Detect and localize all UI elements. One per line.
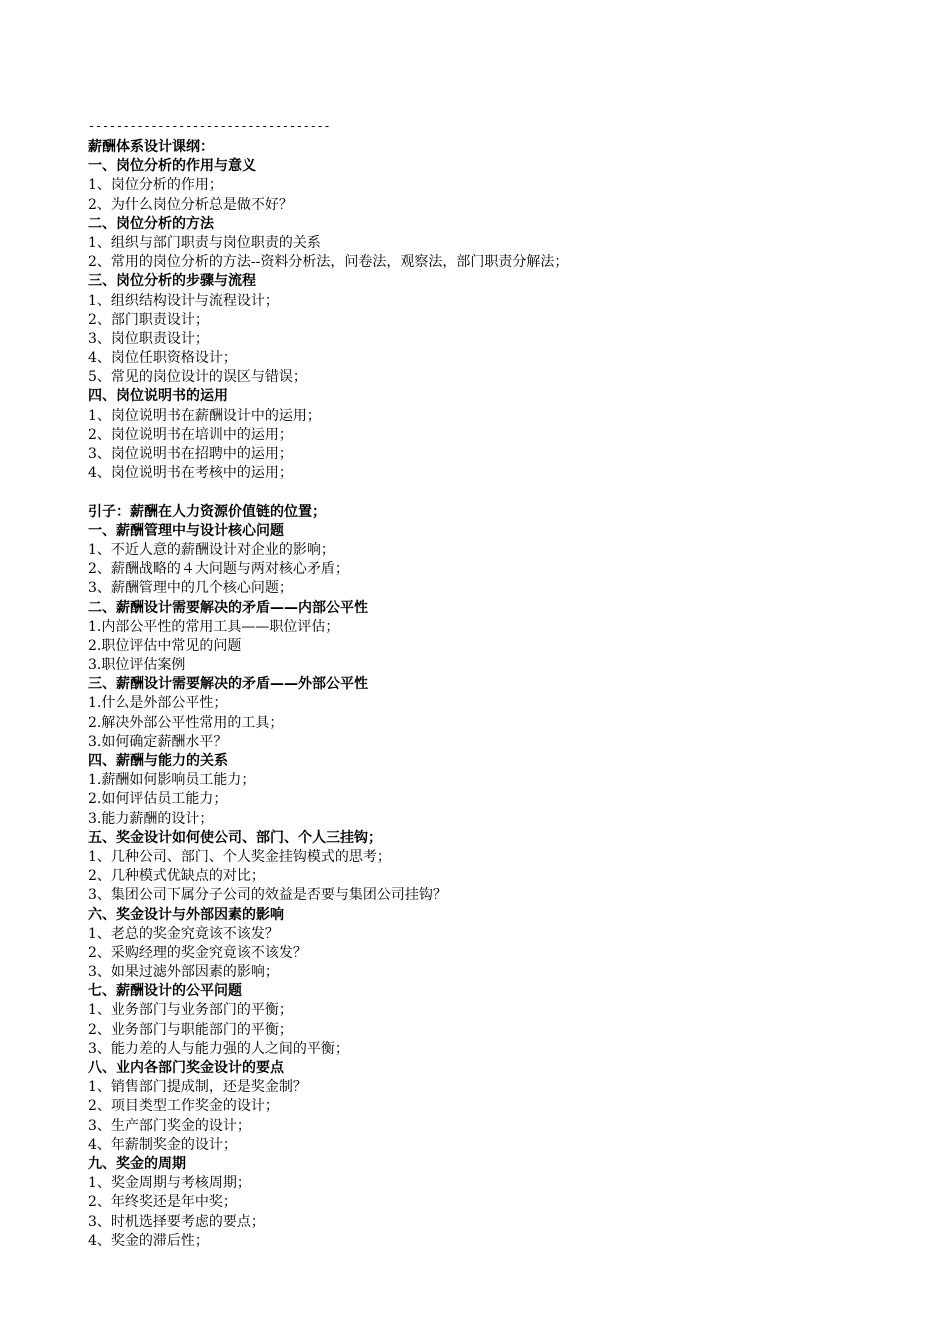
section-heading: 六、奖金设计与外部因素的影响 xyxy=(88,906,284,923)
list-item: 4、年薪制奖金的设计； xyxy=(88,1136,237,1153)
section-heading: 九、奖金的周期 xyxy=(88,1155,186,1172)
section-heading: 七、薪酬设计的公平问题 xyxy=(88,983,242,1000)
list-item: 2、常用的岗位分析的方法--资料分析法，问卷法，观察法，部门职责分解法； xyxy=(88,254,569,271)
section-heading: 五、奖金设计如何使公司、部门、个人三挂钩； xyxy=(88,829,382,846)
list-item: 3、岗位说明书在招聘中的运用； xyxy=(88,446,293,462)
list-item: 4、奖金的滞后性； xyxy=(88,1232,209,1249)
list-item: 3、如果过滤外部因素的影响； xyxy=(88,964,279,981)
list-item: 1、奖金周期与考核周期； xyxy=(88,1175,251,1192)
blank-line xyxy=(88,483,888,502)
list-item: 3.如何确定薪酬水平？ xyxy=(88,733,228,750)
list-item: 3、薪酬管理中的几个核心问题； xyxy=(88,580,293,597)
list-item: 1、不近人意的薪酬设计对企业的影响； xyxy=(88,541,335,558)
list-item: 1、几种公司、部门、个人奖金挂钩模式的思考； xyxy=(88,848,391,865)
separator-rule: ----------------------------------- xyxy=(88,120,331,133)
section-heading: 二、薪酬设计需要解决的矛盾——内部公平性 xyxy=(88,599,368,616)
list-item: 2、业务部门与职能部门的平衡； xyxy=(88,1021,293,1038)
list-item: 2、年终奖还是年中奖； xyxy=(88,1194,237,1211)
list-item: 1、岗位分析的作用； xyxy=(88,177,223,194)
part2-sections xyxy=(88,522,888,1251)
list-item: 2、岗位说明书在培训中的运用； xyxy=(88,426,293,443)
section-heading: 四、岗位说明书的运用 xyxy=(88,388,228,405)
part1-sections xyxy=(88,157,888,483)
list-item: 2.如何评估员工能力； xyxy=(88,791,228,808)
list-item: 4、岗位说明书在考核中的运用； xyxy=(88,465,293,482)
list-item: 1、销售部门提成制，还是奖金制？ xyxy=(88,1079,307,1096)
section-heading: 八、业内各部门奖金设计的要点 xyxy=(88,1060,284,1076)
list-item: 4、岗位任职资格设计； xyxy=(88,350,237,367)
section-heading: 一、薪酬管理中与设计核心问题 xyxy=(88,522,284,539)
course-outline-title: 薪酬体系设计课纲： xyxy=(88,139,214,155)
list-item: 2.职位评估中常见的问题 xyxy=(88,637,242,654)
section-heading: 二、岗位分析的方法 xyxy=(88,215,214,232)
list-item: 3、时机选择要考虑的要点； xyxy=(88,1213,265,1230)
list-item: 3、能力差的人与能力强的人之间的平衡； xyxy=(88,1040,349,1057)
list-item: 3、生产部门奖金的设计； xyxy=(88,1117,251,1134)
list-item: 2、部门职责设计； xyxy=(88,311,209,328)
list-item: 3.职位评估案例 xyxy=(88,657,186,674)
document-page xyxy=(88,120,888,1251)
list-item: 2、采购经理的奖金究竟该不该发？ xyxy=(88,944,307,961)
list-item: 1.什么是外部公平性； xyxy=(88,695,228,712)
list-item: 2.解决外部公平性常用的工具； xyxy=(88,714,284,731)
list-item: 3、集团公司下属分子公司的效益是否要与集团公司挂钩？ xyxy=(88,887,447,904)
list-item: 1.薪酬如何影响员工能力； xyxy=(88,772,256,789)
list-item: 1、岗位说明书在薪酬设计中的运用； xyxy=(88,407,321,424)
list-item: 1.内部公平性的常用工具——职位评估； xyxy=(88,618,340,635)
list-item: 2、几种模式优缺点的对比； xyxy=(88,868,265,885)
list-item: 2、为什么岗位分析总是做不好？ xyxy=(88,196,293,213)
list-item: 3.能力薪酬的设计； xyxy=(88,810,214,827)
list-item: 2、薪酬战略的４大问题与两对核心矛盾； xyxy=(88,561,349,578)
list-item: 2、项目类型工作奖金的设计； xyxy=(88,1098,279,1115)
list-item: 1、组织结构设计与流程设计； xyxy=(88,292,279,309)
section-heading: 一、岗位分析的作用与意义 xyxy=(88,158,256,175)
list-item: 3、岗位职责设计； xyxy=(88,330,209,347)
section-heading: 三、薪酬设计需要解决的矛盾——外部公平性 xyxy=(88,676,368,693)
list-item: 5、常见的岗位设计的误区与错误； xyxy=(88,369,307,386)
list-item: 1、老总的奖金究竟该不该发？ xyxy=(88,925,279,942)
section-heading: 三、岗位分析的步骤与流程 xyxy=(88,273,256,290)
section-heading: 四、薪酬与能力的关系 xyxy=(88,753,228,769)
list-item: 1、业务部门与业务部门的平衡； xyxy=(88,1002,293,1019)
list-item: 1、组织与部门职责与岗位职责的关系 xyxy=(88,234,321,251)
intro-title: 引子：薪酬在人力资源价值链的位置； xyxy=(88,503,326,520)
